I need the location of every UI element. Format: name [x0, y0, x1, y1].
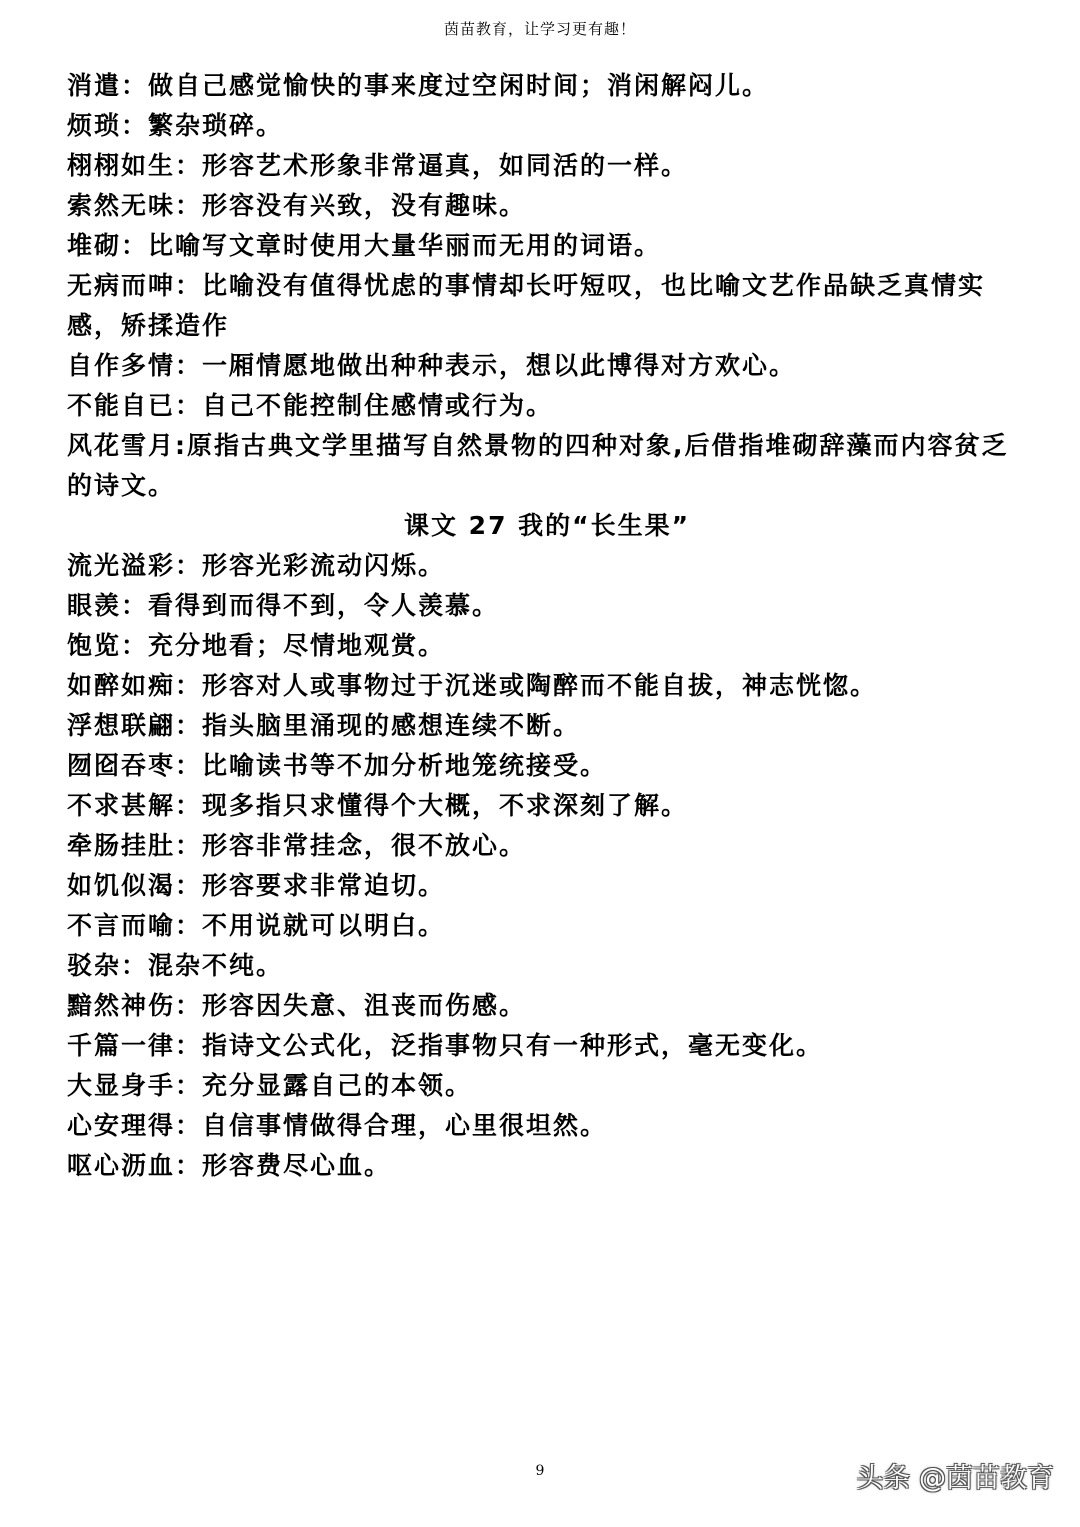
- vocab-entry: 千篇一律：指诗文公式化，泛指事物只有一种形式，毫无变化。: [67, 1031, 824, 1060]
- vocab-entry: 驳杂：混杂不纯。: [67, 951, 284, 980]
- vocab-entry: 囫囵吞枣：比喻读书等不加分析地笼统接受。: [67, 751, 608, 780]
- vocab-entry: 流光溢彩：形容光彩流动闪烁。: [67, 551, 446, 580]
- vocab-entry: 不求甚解：现多指只求懂得个大概，不求深刻了解。: [67, 791, 689, 820]
- page-number: 9: [535, 1463, 545, 1479]
- vocab-entry: 索然无味：形容没有兴致，没有趣味。: [67, 191, 527, 220]
- vocab-entry: 自作多情：一厢情愿地做出种种表示，想以此博得对方欢心。: [67, 351, 797, 380]
- document-body: [67, 66, 1027, 1186]
- vocab-entry: 堆砌：比喻写文章时使用大量华丽而无用的词语。: [67, 231, 662, 260]
- page-header: 茵苗教育，让学习更有趣！: [443, 20, 636, 38]
- vocab-entry: 呕心沥血：形容费尽心血。: [67, 1151, 392, 1180]
- vocab-entry: 黯然神伤：形容因失意、沮丧而伤感。: [67, 991, 527, 1020]
- vocab-entry: 不能自已：自己不能控制住感情或行为。: [67, 391, 554, 420]
- vocab-entry: 牵肠挂肚：形容非常挂念，很不放心。: [67, 831, 527, 860]
- vocab-entry: 眼羡：看得到而得不到，令人羡慕。: [67, 591, 500, 620]
- vocab-entry: 烦琐：繁杂琐碎。: [67, 111, 284, 140]
- vocab-entry: 风花雪月:原指古典文学里描写自然景物的四种对象,后借指堆砌辞藻而内容贫乏的诗文。: [67, 431, 1009, 500]
- vocab-entry: 饱览：充分地看；尽情地观赏。: [67, 631, 446, 660]
- vocab-entry: 大显身手：充分显露自己的本领。: [67, 1071, 473, 1100]
- vocab-entry: 消遣：做自己感觉愉快的事来度过空闲时间；消闲解闷儿。: [67, 71, 770, 100]
- vocab-entry: 如饥似渴：形容要求非常迫切。: [67, 871, 446, 900]
- watermark: 头条 @茵苗教育: [856, 1463, 1054, 1494]
- vocab-entry: 不言而喻：不用说就可以明白。: [67, 911, 446, 940]
- vocab-entry: 无病而呻：比喻没有值得忧虑的事情却长吁短叹，也比喻文艺作品缺乏真情实感，矫揉造作: [67, 271, 986, 340]
- section-title: 课文 27 我的“长生果”: [403, 511, 691, 540]
- vocab-entry: 如醉如痴：形容对人或事物过于沉迷或陶醉而不能自拔，神志恍惚。: [67, 671, 878, 700]
- vocab-entry: 浮想联翩：指头脑里涌现的感想连续不断。: [67, 711, 581, 740]
- vocab-entry: 栩栩如生：形容艺术形象非常逼真，如同活的一样。: [67, 151, 689, 180]
- vocab-entry: 心安理得：自信事情做得合理，心里很坦然。: [67, 1111, 608, 1140]
